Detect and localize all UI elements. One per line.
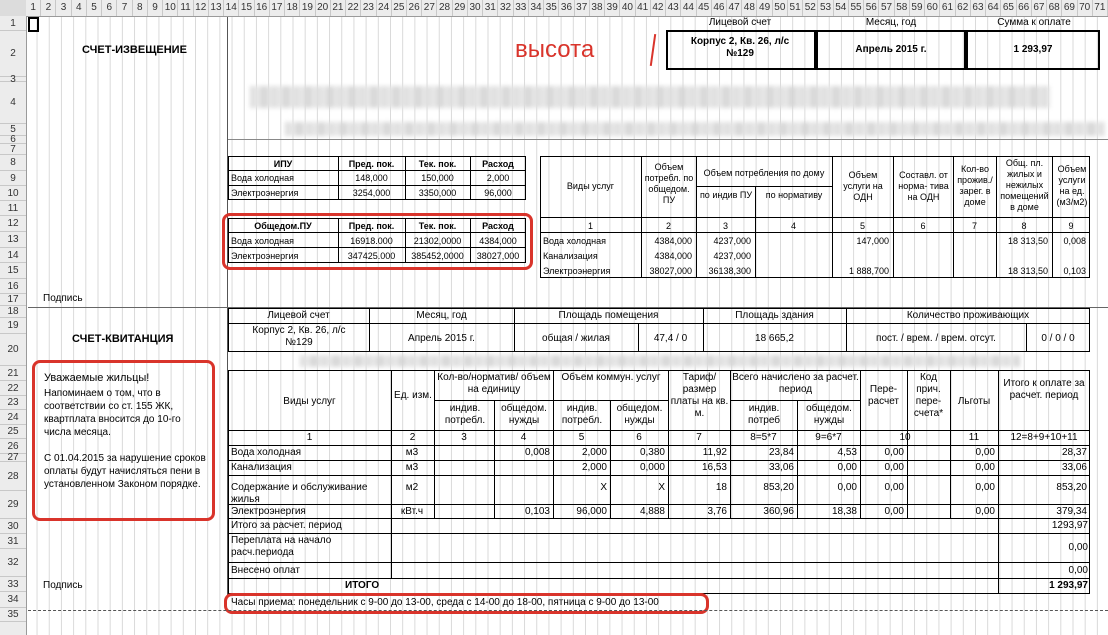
column-header[interactable]: 3 bbox=[56, 0, 71, 16]
charges-header: общедом. нужды bbox=[806, 403, 852, 426]
charges-col-number: 12=8+9+10+11 bbox=[1010, 432, 1078, 443]
row-header[interactable]: 10 bbox=[0, 186, 26, 201]
house-cell: 4384,000 bbox=[654, 251, 692, 261]
charges-col-number: 10 bbox=[899, 432, 911, 443]
charges-cell: м3 bbox=[405, 462, 419, 473]
column-header[interactable]: 18 bbox=[285, 0, 300, 16]
sum-period-value: 1293,97 bbox=[1051, 520, 1088, 531]
charges-cell: 0,000 bbox=[639, 462, 665, 473]
column-header[interactable]: 67 bbox=[1032, 0, 1047, 16]
notice-title: СЧЕТ-ИЗВЕЩЕНИЕ bbox=[82, 44, 187, 56]
charges-cell: 2,000 bbox=[581, 462, 607, 473]
row-header-bar bbox=[0, 16, 27, 635]
column-header-bar bbox=[0, 0, 1108, 17]
house-header: Объем услуги на ОДН bbox=[843, 170, 883, 202]
charges-header: Итого к оплате за расчет. период bbox=[1003, 378, 1085, 401]
charges-cell: 96,000 bbox=[576, 506, 607, 517]
column-header[interactable]: 13 bbox=[209, 0, 224, 16]
row-header[interactable]: 8 bbox=[0, 155, 26, 171]
house-col-number: 4 bbox=[790, 221, 796, 231]
charges-cell: 33,06 bbox=[768, 462, 794, 473]
house-header: по нормативу bbox=[765, 190, 823, 200]
house-cell: Электроэнергия bbox=[543, 266, 611, 276]
charges-cell: 2,000 bbox=[581, 447, 607, 458]
ipu-cell: 96,000 bbox=[484, 188, 512, 198]
house-col-number: 8 bbox=[1021, 221, 1027, 231]
row-header[interactable]: 25 bbox=[0, 425, 26, 439]
column-header[interactable]: 4 bbox=[72, 0, 87, 16]
notice-heading: Уважаемые жильцы! bbox=[44, 372, 150, 384]
ipu-cell: 150,000 bbox=[421, 173, 454, 183]
charges-cell: 4,53 bbox=[837, 447, 857, 458]
column-header[interactable]: 66 bbox=[1017, 0, 1032, 16]
column-header[interactable]: 37 bbox=[575, 0, 590, 16]
row-header[interactable]: 19 bbox=[0, 318, 26, 334]
receipt-building-area: 18 665,2 bbox=[755, 333, 794, 344]
odpu-cell: 347425.000 bbox=[347, 251, 396, 261]
house-header: Объем услуги на ед. (м3/м2) bbox=[1056, 164, 1088, 207]
charges-cell: кВт.ч bbox=[400, 506, 424, 517]
row-header[interactable]: 23 bbox=[0, 396, 26, 410]
row-header[interactable]: 4 bbox=[0, 82, 26, 124]
house-header: Объем потребления по дому bbox=[703, 168, 825, 178]
row-header[interactable]: 11 bbox=[0, 201, 26, 216]
column-header[interactable]: 14 bbox=[224, 0, 239, 16]
charges-cell: 360,96 bbox=[763, 506, 794, 517]
active-cell[interactable] bbox=[28, 17, 39, 32]
highlight-odpu bbox=[222, 213, 533, 270]
row-header[interactable]: 18 bbox=[0, 306, 26, 318]
charges-col-number: 11 bbox=[968, 432, 980, 443]
column-header[interactable]: 49 bbox=[757, 0, 772, 16]
odpu-cell: 385452,0000 bbox=[411, 251, 464, 261]
row-header[interactable]: 14 bbox=[0, 248, 26, 263]
charges-header: Пере- расчет bbox=[867, 384, 900, 407]
column-header[interactable]: 59 bbox=[910, 0, 925, 16]
annotation-label: высота bbox=[515, 36, 595, 63]
column-header[interactable]: 60 bbox=[925, 0, 940, 16]
column-header[interactable]: 51 bbox=[788, 0, 803, 16]
charges-header: Виды услуг bbox=[283, 396, 336, 407]
odpu-cell: Электроэнергия bbox=[231, 251, 299, 261]
column-header[interactable]: 21 bbox=[331, 0, 346, 16]
house-cell: 18 313,50 bbox=[1007, 236, 1048, 246]
column-header[interactable]: 68 bbox=[1047, 0, 1062, 16]
column-header[interactable]: 62 bbox=[956, 0, 971, 16]
charges-col-number: 6 bbox=[636, 432, 642, 443]
column-header[interactable]: 27 bbox=[422, 0, 437, 16]
hdr-month: Месяц, год bbox=[865, 17, 917, 28]
odpu-header: Общедом.ПУ bbox=[254, 221, 312, 231]
charges-cell: 33,06 bbox=[1061, 462, 1087, 473]
odpu-cell: 38027,000 bbox=[476, 251, 520, 261]
column-header[interactable]: 39 bbox=[605, 0, 620, 16]
annotation-arrow bbox=[650, 34, 656, 66]
odpu-cell: Вода холодная bbox=[231, 236, 295, 246]
row-header[interactable]: 3 bbox=[0, 77, 26, 82]
tear-line-bottom bbox=[28, 610, 1108, 611]
row-header[interactable]: 13 bbox=[0, 232, 26, 248]
overpay-value: 0,00 bbox=[1068, 542, 1088, 553]
sum-period-label: Итого за расчет. период bbox=[231, 520, 342, 531]
charges-cell: 0,00 bbox=[837, 482, 857, 493]
highlight-notice bbox=[32, 360, 215, 521]
charges-cell: 0,00 bbox=[837, 462, 857, 473]
house-header: Объем потребл. по общедом. ПУ bbox=[644, 162, 694, 205]
column-header[interactable]: 6 bbox=[102, 0, 117, 16]
receipt-hdr-building: Площадь здания bbox=[735, 310, 814, 321]
odpu-cell: 4384,000 bbox=[479, 236, 517, 246]
column-header[interactable]: 42 bbox=[651, 0, 666, 16]
house-header: Составл. от норма- тива на ОДН bbox=[898, 170, 949, 202]
hdr-account: Лицевой счет bbox=[708, 17, 772, 28]
ipu-header: ИПУ bbox=[273, 159, 293, 169]
charges-header: общедом. нужды bbox=[616, 403, 663, 426]
column-header[interactable]: 52 bbox=[803, 0, 818, 16]
column-header[interactable]: 20 bbox=[316, 0, 331, 16]
charges-cell: 0,00 bbox=[975, 506, 995, 517]
charges-cell: 0,008 bbox=[524, 447, 550, 458]
column-header[interactable]: 54 bbox=[834, 0, 849, 16]
ipu-header: Расход bbox=[482, 159, 514, 169]
column-header[interactable]: 38 bbox=[590, 0, 605, 16]
row-header[interactable]: 31 bbox=[0, 534, 26, 549]
column-header[interactable]: 2 bbox=[41, 0, 56, 16]
charges-cell: 18,38 bbox=[831, 506, 857, 517]
receipt-area-value: 47,4 / 0 bbox=[653, 333, 688, 344]
row-header[interactable]: 22 bbox=[0, 381, 26, 396]
office-hours: Часы приема: понедельник с 9-00 до 13-00, среда с 14-00 до 18-00, пятница с 9-00 до 13-00 bbox=[231, 597, 659, 608]
charges-cell: 0,00 bbox=[884, 462, 904, 473]
house-header: по индив ПУ bbox=[699, 190, 753, 200]
odpu-header: Тек. пок. bbox=[418, 221, 457, 231]
column-header[interactable]: 25 bbox=[392, 0, 407, 16]
divider bbox=[228, 139, 1108, 140]
column-header[interactable]: 5 bbox=[87, 0, 102, 16]
column-header[interactable]: 50 bbox=[773, 0, 788, 16]
signature-label: Подпись bbox=[43, 293, 83, 304]
column-header[interactable]: 71 bbox=[1093, 0, 1108, 16]
charges-cell: 3,76 bbox=[707, 506, 727, 517]
row-header[interactable]: 33 bbox=[0, 577, 26, 592]
charges-cell: 11,92 bbox=[702, 447, 727, 458]
total-value: 1 293,97 bbox=[1049, 580, 1088, 591]
row-header[interactable]: 12 bbox=[0, 216, 26, 232]
house-cell: 18 313,50 bbox=[1007, 266, 1048, 276]
charges-cell: 379,34 bbox=[1056, 506, 1087, 517]
blurred-payee bbox=[285, 122, 1105, 136]
column-header[interactable]: 41 bbox=[636, 0, 651, 16]
receipt-hdr-account: Лицевой счет bbox=[267, 310, 330, 321]
charges-header: Ед. изм. bbox=[394, 390, 432, 401]
charges-col-number: 2 bbox=[409, 432, 416, 443]
receipt-people-value: 0 / 0 / 0 bbox=[1041, 333, 1075, 344]
row-header[interactable]: 2 bbox=[0, 31, 26, 77]
charges-cell: 4,888 bbox=[639, 506, 665, 517]
receipt-area-label: общая / жилая bbox=[542, 333, 610, 344]
charges-cell: X bbox=[600, 482, 607, 493]
receipt-hdr-people: Количество проживающих bbox=[906, 310, 1030, 321]
charges-cell: Электроэнергия bbox=[231, 506, 306, 517]
charges-col-number: 9=6*7 bbox=[815, 432, 842, 443]
column-header[interactable]: 17 bbox=[270, 0, 285, 16]
charges-cell: Канализация bbox=[231, 462, 292, 473]
column-header[interactable]: 45 bbox=[697, 0, 712, 16]
odpu-header: Расход bbox=[482, 221, 514, 231]
row-header[interactable]: 29 bbox=[0, 491, 26, 519]
row-header[interactable]: 9 bbox=[0, 171, 26, 186]
paid-value: 0,00 bbox=[1068, 565, 1088, 576]
column-header[interactable]: 28 bbox=[437, 0, 452, 16]
column-header[interactable]: 23 bbox=[361, 0, 376, 16]
column-header[interactable]: 58 bbox=[895, 0, 910, 16]
charges-cell: 18 bbox=[715, 482, 727, 493]
house-cell: 4237,000 bbox=[713, 236, 751, 246]
house-cell: 0,103 bbox=[1063, 266, 1086, 276]
column-header[interactable]: 31 bbox=[483, 0, 498, 16]
column-header[interactable]: 44 bbox=[681, 0, 696, 16]
column-header[interactable]: 29 bbox=[453, 0, 468, 16]
odpu-cell: 16918.000 bbox=[350, 236, 393, 246]
charges-cell: м2 bbox=[405, 482, 419, 493]
charges-col-number: 5 bbox=[578, 432, 585, 443]
receipt-account: Корпус 2, Кв. 26, л/с №129 bbox=[252, 325, 346, 348]
paid-label: Внесено оплат bbox=[231, 565, 300, 576]
blurred-address bbox=[250, 86, 1050, 108]
column-header[interactable]: 65 bbox=[1001, 0, 1016, 16]
ipu-cell: 2,000 bbox=[486, 173, 510, 183]
column-header[interactable]: 24 bbox=[377, 0, 392, 16]
charges-header: Льготы bbox=[957, 396, 991, 407]
row-header[interactable]: 6 bbox=[0, 136, 26, 144]
select-all-corner[interactable] bbox=[0, 0, 26, 16]
charges-cell: 0,00 bbox=[884, 447, 904, 458]
row-header[interactable]: 32 bbox=[0, 549, 26, 577]
house-cell: 4384,000 bbox=[654, 236, 692, 246]
row-header[interactable]: 17 bbox=[0, 294, 26, 306]
sum-value: 1 293,97 bbox=[1013, 44, 1053, 55]
column-header[interactable]: 8 bbox=[133, 0, 148, 16]
row-header[interactable]: 28 bbox=[0, 462, 26, 491]
charges-header: индив. потреб bbox=[747, 403, 781, 426]
row-header[interactable]: 34 bbox=[0, 592, 26, 608]
charges-header: Всего начислено за расчет. период bbox=[732, 372, 859, 395]
receipt-hdr-area: Площадь помещения bbox=[558, 310, 659, 321]
column-header[interactable]: 9 bbox=[148, 0, 163, 16]
charges-col-number: 7 bbox=[696, 432, 702, 443]
column-header[interactable]: 30 bbox=[468, 0, 483, 16]
row-header[interactable]: 24 bbox=[0, 410, 26, 425]
house-col-number: 7 bbox=[971, 221, 977, 231]
row-header[interactable]: 15 bbox=[0, 263, 26, 279]
column-header[interactable]: 11 bbox=[178, 0, 193, 16]
charges-col-number: 1 bbox=[306, 432, 313, 443]
charges-cell: 16,53 bbox=[701, 462, 727, 473]
charges-col-number: 3 bbox=[461, 432, 467, 443]
month-value: Апрель 2015 г. bbox=[855, 44, 927, 55]
charges-header: общедом. нужды bbox=[501, 403, 547, 426]
charges-col-number: 8=5*7 bbox=[750, 432, 777, 443]
house-col-number: 5 bbox=[859, 221, 865, 231]
column-header[interactable]: 35 bbox=[544, 0, 559, 16]
overpay-label: Переплата на начало расч.периода bbox=[231, 535, 332, 558]
charges-header: Тариф/ размер платы на кв. м. bbox=[670, 372, 729, 419]
column-header[interactable]: 47 bbox=[727, 0, 742, 16]
column-header[interactable]: 36 bbox=[559, 0, 574, 16]
row-header[interactable]: 27 bbox=[0, 454, 26, 462]
ipu-cell: Электроэнергия bbox=[231, 188, 299, 198]
column-header[interactable]: 7 bbox=[117, 0, 132, 16]
house-header: Общ. пл. жилых и нежилых помещений в доме bbox=[1000, 158, 1049, 212]
charges-header: Код прич. пере- счета* bbox=[913, 372, 944, 419]
house-cell: 38027,000 bbox=[649, 266, 692, 276]
house-cell: 4237,000 bbox=[713, 251, 751, 261]
charges-cell: 28,37 bbox=[1061, 447, 1087, 458]
column-header[interactable]: 61 bbox=[940, 0, 955, 16]
charges-col-number: 4 bbox=[520, 432, 527, 443]
charges-cell: 0,00 bbox=[975, 447, 995, 458]
column-header[interactable]: 15 bbox=[239, 0, 254, 16]
row-header[interactable]: 1 bbox=[0, 16, 26, 31]
column-header[interactable]: 10 bbox=[163, 0, 178, 16]
column-header[interactable]: 26 bbox=[407, 0, 422, 16]
house-cell: 0,008 bbox=[1063, 236, 1086, 246]
column-header[interactable]: 63 bbox=[971, 0, 986, 16]
charges-cell: 0,00 bbox=[975, 462, 995, 473]
row-header[interactable]: 21 bbox=[0, 366, 26, 381]
house-cell: 1 888,700 bbox=[848, 266, 889, 276]
house-col-number: 3 bbox=[722, 221, 728, 231]
ipu-header: Пред. пок. bbox=[348, 159, 395, 169]
column-header[interactable]: 53 bbox=[818, 0, 833, 16]
signature-label-bottom: Подпись bbox=[43, 580, 83, 591]
column-header[interactable]: 32 bbox=[498, 0, 513, 16]
house-col-number: 2 bbox=[665, 221, 671, 231]
receipt-people-label: пост. / врем. / врем. отсут. bbox=[876, 333, 996, 344]
charges-cell: Вода холодная bbox=[231, 447, 302, 458]
charges-cell: 0,00 bbox=[884, 482, 904, 493]
row-header[interactable]: 16 bbox=[0, 279, 26, 294]
hdr-sum: Сумма к оплате bbox=[997, 17, 1071, 28]
charges-header: индив. потребл. bbox=[561, 403, 603, 426]
odpu-cell: 21302,0000 bbox=[413, 236, 462, 246]
notice-paragraph-2: С 01.04.2015 за нарушение сроков оплаты будут начисляться пени в установленном Законом порядке. bbox=[44, 453, 206, 490]
notice-paragraph-1: Напоминаем о том, что в соответствии со ст. 155 ЖК, квартплата вносится до 10-го числа месяца. bbox=[44, 388, 181, 438]
blurred-receipt-address bbox=[300, 355, 1020, 367]
row-header[interactable]: 7 bbox=[0, 144, 26, 155]
account-value: Корпус 2, Кв. 26, л/с №129 bbox=[690, 36, 790, 59]
charges-cell: 0,00 bbox=[975, 482, 995, 493]
column-header[interactable]: 12 bbox=[194, 0, 209, 16]
house-col-number: 1 bbox=[587, 221, 593, 231]
charges-cell: м3 bbox=[405, 447, 419, 458]
charges-cell: 853,20 bbox=[1056, 482, 1087, 493]
row-header[interactable]: 30 bbox=[0, 519, 26, 534]
charges-cell: Содержание и обслуживание жилья bbox=[231, 482, 368, 505]
column-header[interactable]: 64 bbox=[986, 0, 1001, 16]
row-header[interactable]: 5 bbox=[0, 124, 26, 136]
house-cell: 36138,300 bbox=[708, 266, 751, 276]
column-header[interactable]: 57 bbox=[879, 0, 894, 16]
receipt-month: Апрель 2015 г. bbox=[408, 333, 475, 344]
column-header[interactable]: 19 bbox=[300, 0, 315, 16]
ipu-header: Тек. пок. bbox=[418, 159, 457, 169]
house-header: Кол-во прожив./ зарег. в доме bbox=[957, 164, 993, 207]
receipt-title: СЧЕТ-КВИТАНЦИЯ bbox=[72, 333, 174, 345]
ipu-cell: 148,000 bbox=[355, 173, 388, 183]
column-header[interactable]: 40 bbox=[620, 0, 635, 16]
column-header[interactable]: 69 bbox=[1062, 0, 1077, 16]
charges-cell: 23,84 bbox=[768, 447, 794, 458]
column-header[interactable]: 34 bbox=[529, 0, 544, 16]
column-header[interactable]: 1 bbox=[26, 0, 41, 16]
house-col-number: 6 bbox=[920, 221, 926, 231]
column-header[interactable]: 43 bbox=[666, 0, 681, 16]
house-header: Виды услуг bbox=[566, 181, 615, 191]
charges-cell: X bbox=[658, 482, 665, 493]
ipu-cell: Вода холодная bbox=[231, 173, 295, 183]
house-cell: Вода холодная bbox=[543, 236, 607, 246]
charges-cell: 0,00 bbox=[884, 506, 904, 517]
ipu-cell: 3254,000 bbox=[352, 188, 391, 198]
column-header[interactable]: 48 bbox=[742, 0, 757, 16]
total-label: ИТОГО bbox=[345, 580, 380, 591]
column-header[interactable]: 55 bbox=[849, 0, 864, 16]
charges-cell: 0,380 bbox=[639, 447, 665, 458]
column-header[interactable]: 70 bbox=[1078, 0, 1093, 16]
house-cell: 147,000 bbox=[856, 236, 889, 246]
charges-cell: 853,20 bbox=[763, 482, 794, 493]
charges-header: Кол-во/норматив/ объем на единицу bbox=[437, 372, 551, 395]
charges-header: индив. потребл. bbox=[444, 403, 486, 426]
column-header[interactable]: 56 bbox=[864, 0, 879, 16]
column-header[interactable]: 22 bbox=[346, 0, 361, 16]
column-header[interactable]: 33 bbox=[514, 0, 529, 16]
charges-header: Объем коммун. услуг bbox=[561, 372, 661, 383]
charges-cell: 0,103 bbox=[524, 506, 550, 517]
receipt-hdr-month: Месяц, год bbox=[416, 310, 467, 321]
column-header[interactable]: 46 bbox=[712, 0, 727, 16]
house-cell: Канализация bbox=[543, 251, 598, 261]
house-col-number: 9 bbox=[1068, 221, 1074, 231]
row-header[interactable]: 20 bbox=[0, 334, 26, 366]
row-header[interactable]: 26 bbox=[0, 439, 26, 454]
odpu-header: Пред. пок. bbox=[348, 221, 395, 231]
row-header[interactable]: 35 bbox=[0, 608, 26, 622]
ipu-cell: 3350,000 bbox=[418, 188, 457, 198]
column-header[interactable]: 16 bbox=[255, 0, 270, 16]
